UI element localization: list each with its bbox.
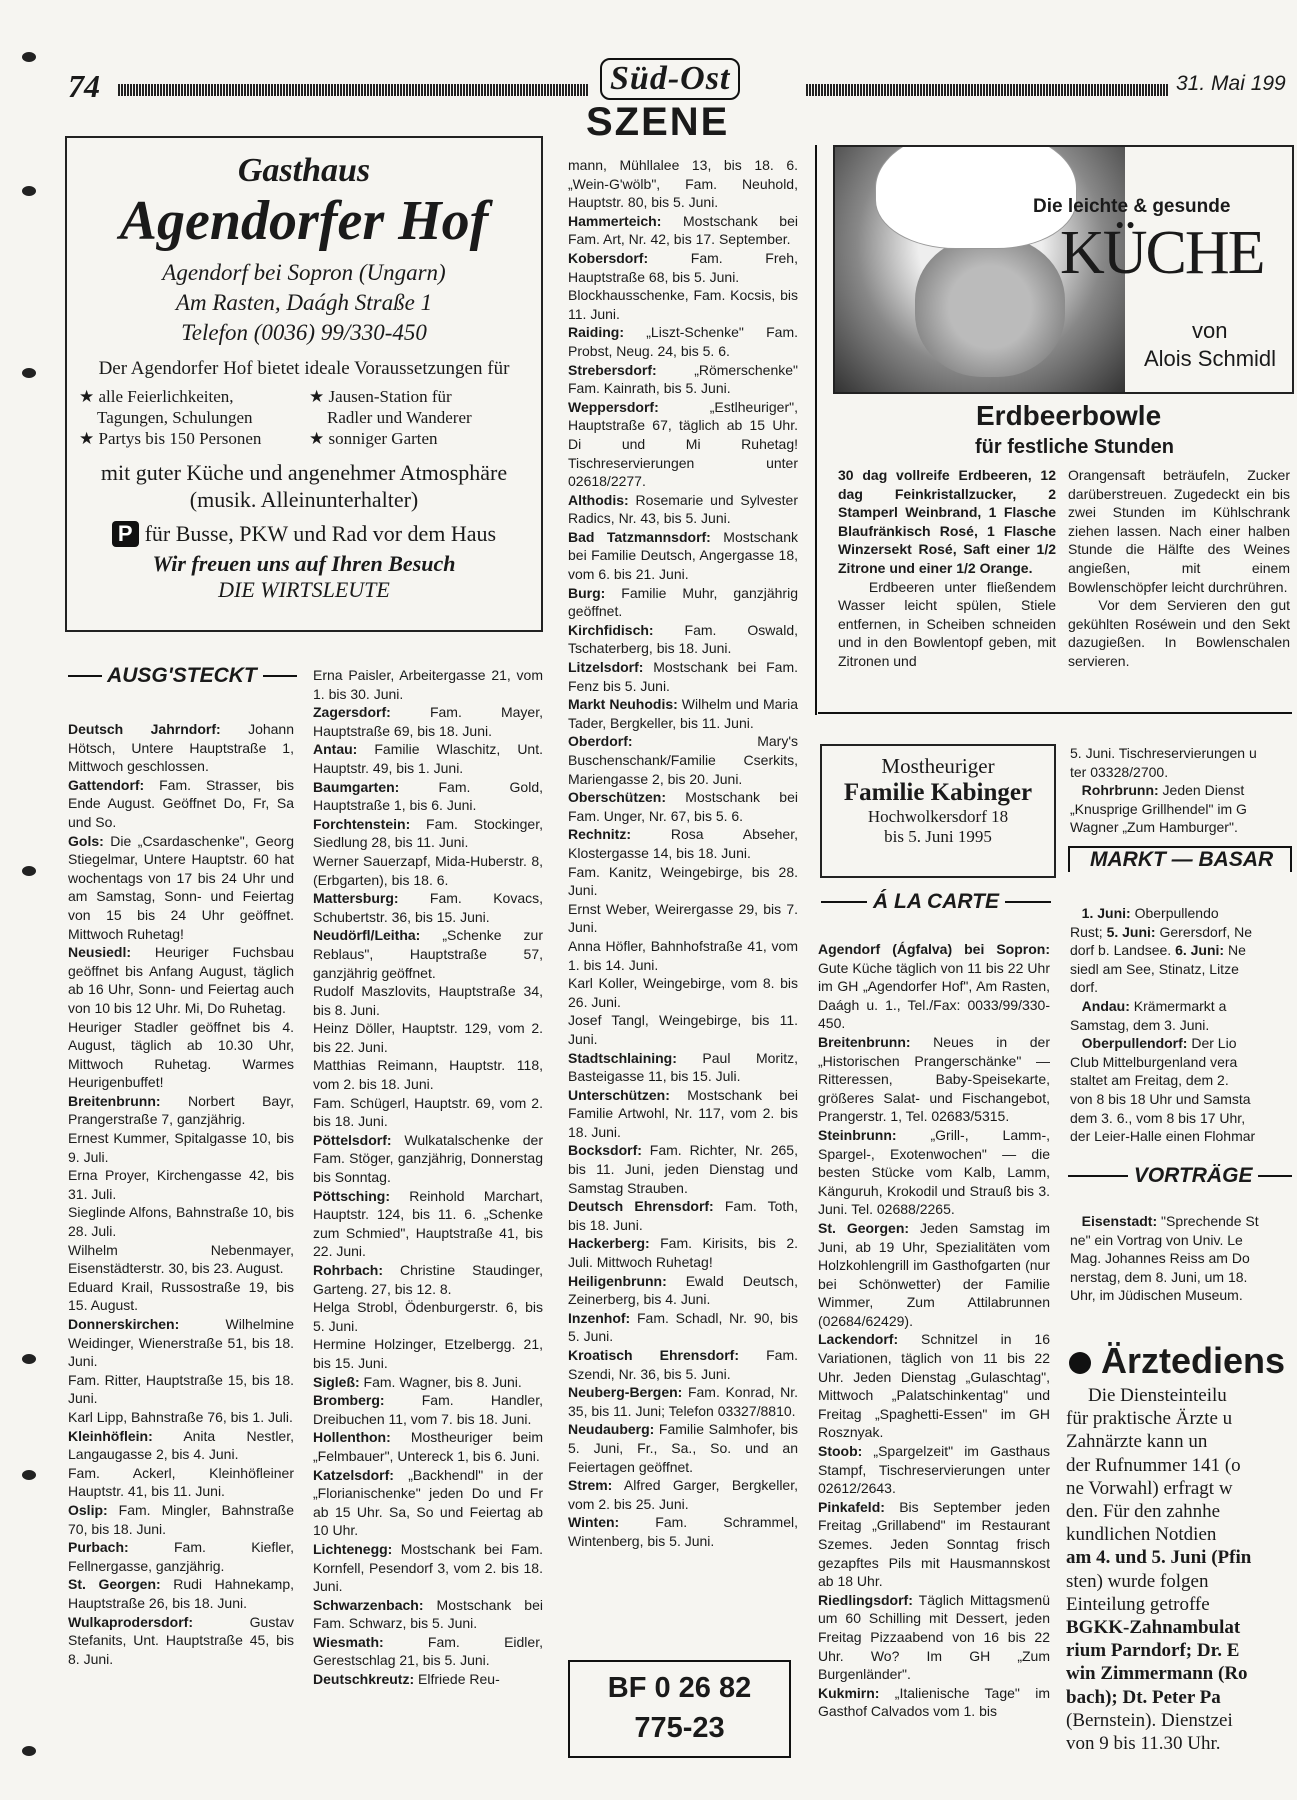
ad-feature: Tagungen, Schulungen (97, 408, 253, 427)
ad-parking-text: für Busse, PKW und Rad vor dem Haus (144, 521, 497, 546)
text-line: bach); Dt. Peter Pa (1066, 1686, 1221, 1708)
column-4: Agendorf (Ágfalva) bei Sopron: Gute Küche täglich von 11 bis 22 Uhr im GH „Agendorfer Hof", Am Rasten, Daágh u. 1., Tel./Fax: 0033/99/330-450. Breitenbrunn: Neues in der „Historischen Prangerschänke" — Ritteressen, Baby-Speisekarte, größeres Salat- und Fischangebot, Prangerstr. 1, Tel. 02683/5315. Steinbrunn: „Grill-, Lamm-, Spargel-, Exotenwochen" — die besten Stücke vom Kalb, Lamm, Känguruh, Krokodil und Strauß bis 3. Juni. Tel. 02688/2265. St. Georgen: Jeden Samstag im Juni, ab 19 Uhr, Spezialitäten vom Holzkohlengrill im Gasthofgarten (nur bei Schönwetter) der Familie Wimmer, Zum Attilabrunnen (02684/62429). Lackendorf: Schnitzel in 16 Variationen, täglich von 11 bis 22 Uhr. Jeden Dienstag „Gulaschtag", Mittwoch „Palatschinkentag" und Freitag „Spaghetti-Essen" im GH Rosznyak. Stoob: „Spargelzeit" im Gasthaus Stampf, Tischreservierungen unter 02612/2643. Pinkafeld: Bis September jeden Freitag „Grillabend" im Restaurant Szemes. Jeden Sonntag frisch gezapftes Pils mit Hausmannskost ab 18 Uhr. Riedlingsdorf: Täglich Mittagsmenü um 60 Schilling mit Dessert, jeden Freitag Pizzaabend von 16 bis 22 Uhr. Wo? Im GH „Zum Burgenländer". Kukmirn: „Italienische Tage" im Gasthof Calvados vom 1. bis (818, 941, 1050, 1720)
column-5-vortraege: Eisenstadt: "Sprechende St ne" ein Vortrag von Univ. Le Mag. Johannes Reiss am Do nerstag, dem 8. Juni, um 18. Uhr, im Jüdischen Museum. (1070, 1213, 1259, 1304)
recipe-ingredients: 30 dag vollreife Erdbeeren, 12 dag Feinkristallzucker, 2 Stamperl Weinbrand, 1 Flasche Blaufränkisch Rosé, 1 Flasche Winzersekt Rosé, Saft einer 1/2 Zitrone und einer 1/2 Orange. Erdbeeren unter fließendem Wasser leicht spülen, Stiele entfernen, in Scheiben schneiden und in den Bowlentopf geben, mit Zitronen und (838, 467, 1056, 669)
ad-phone: Telefon (0036) 99/330-450 (181, 320, 427, 345)
parking-icon: P (112, 521, 139, 547)
page-number: 74 (68, 68, 100, 104)
ad-most-line: bis 5. Juni 1995 (884, 827, 992, 846)
binder-hole (22, 368, 36, 378)
ad-parking (67, 521, 541, 547)
text-line: Einteilung getroffe (1066, 1593, 1210, 1615)
recipe-title: Erdbeerbowle (976, 400, 1162, 431)
code-line: 775-23 (634, 1712, 725, 1744)
ad-welcome: Wir freuen uns auf Ihren Besuch (152, 551, 456, 576)
text-line: für praktische Ärzte u (1066, 1408, 1233, 1430)
column-3: mann, Mühllalee 13, bis 18. 6. „Wein-G'wölb", Fam. Neuhold, Hauptstr. 80, bis 5. Juni. Hammerteich: Mostschank bei Fam. Art, Nr. 42, bis 17. September. Kobersdorf: Fam. Freh, Hauptstraße 68, bis 5. Juni. Blockhausschenke, Fam. Kocsis, bis 11. Juni. Raiding: „Liszt-Schenke" Fam. Probst, Neug. 24, bis 5. 6. Strebersdorf: „Römerschenke" Fam. Kainrath, bis 5. Juni. Weppersdorf: „Estlheuriger", Hauptstraße 67, täglich ab 15 Uhr. Di und Mi Ruhetag! Tischreservierungen unter 02618/2277. Althodis: Rosemarie und Sylvester Radics, Nr. 43, bis 5. Juni. Bad Tatzmannsdorf: Mostschank bei Familie Deutsch, Angergasse 18, vom 6. bis 21. Juni. Burg: Familie Muhr, ganzjährig geöffnet. Kirchfidisch: Fam. Oswald, Tschaterberg, bis 18. Juni. Litzelsdorf: Mostschank bei Fam. Fenz bis 5. Juni. Markt Neuhodis: Wilhelm und Maria Tader, Bergkeller, bis 11. Juni. Oberdorf: Mary's Buschenschank/Familie Cserkits, Mariengasse 2, bis 20. Juni. Oberschützen: Mostschank bei Fam. Unger, Nr. 67, bis 5. 6. Rechnitz: Rosa Abseher, Klostergasse 14, bis 18. Juni. Fam. Kanitz, Weingebirge, bis 28. Juni. Ernst Weber, Weirergasse 29, bis 7. Juni. Anna Höfler, Bahnhofstraße 41, vom 1. bis 14. Juni. Karl Koller, Weingebirge, vom 8. bis 26. Juni. Josef Tangl, Weingebirge, bis 11. Juni. Stadtschlaining: Paul Moritz, Basteigasse 11, bis 15. Juli. Unterschützen: Mostschank bei Familie Artwohl, Nr. 117, vom 2. bis 18. Juni. Bocksdorf: Fam. Richter, Nr. 265, bis 11. Juni, jeden Dienstag und Samstag Strauben. Deutsch Ehrensdorf: Fam. Toth, bis 18. Juni. Hackerberg: Fam. Kirisits, bis 2. Juli. Mittwoch Ruhetag! Heiligenbrunn: Ewald Deutsch, Zeinerberg, bis 4. Juni. Inzenhof: Fam. Schadl, Nr. 90, bis 5. Juni. Kroatisch Ehrensdorf: Fam. Szendi, Nr. 36, bis 5. Juni. Neuberg-Bergen: Fam. Konrad, Nr. 35, bis 11. Juni; Telefon 03327/8810. Neudauberg: Familie Salmhofer, bis 5. Juni, Fr., Sa., So. und an Feiertagen geöffnet. Strem: Alfred Garger, Bergkeller, vom 2. bis 25. Juni. Winten: Fam. Schrammel, Wintenberg, bis 5. Juni. (568, 157, 798, 1549)
rule (68, 675, 102, 677)
header-rule-right (806, 84, 1168, 96)
aerztedienst-heading: Ärztediens (1101, 1340, 1286, 1381)
ad-agendorfer-hof (65, 136, 543, 632)
ad-features (79, 386, 541, 449)
ad-feature: ★ sonniger Garten (309, 429, 438, 448)
chef-title-big: KÜCHE (1060, 219, 1264, 287)
binder-hole (22, 1470, 36, 1480)
text-line: win Zimmermann (Ro (1066, 1663, 1248, 1685)
ad-most-name: Familie Kabinger (843, 779, 1033, 806)
text-line: den. Für den zahnhe (1066, 1501, 1221, 1523)
text-line: am 4. und 5. Juni (Pfin (1066, 1547, 1252, 1569)
text-line: ne Vorwahl) erfragt w (1066, 1477, 1233, 1499)
section-ausgsteckt (68, 664, 294, 688)
logo-sued-ost: Süd-Ost (600, 58, 740, 100)
ad-name: Agendorfer Hof (119, 190, 489, 252)
recipe-subtitle: für festliche Stunden (975, 436, 1174, 458)
ad-kind: Gasthaus (237, 152, 371, 189)
section-title: AUSG'STECKT (107, 664, 257, 687)
ad-feature: ★ Partys bis 150 Personen (79, 429, 262, 448)
section-title: MARKT — BASAR (1090, 848, 1274, 871)
recipe-border-left (815, 145, 817, 715)
text-line: kundlichen Notdien (1066, 1524, 1217, 1546)
rule (821, 901, 867, 903)
ad-address-line: Am Rasten, Daágh Straße 1 (175, 290, 433, 315)
chef-author: Alois Schmidl (1144, 346, 1277, 371)
chef-face (915, 237, 1065, 377)
binder-hole (22, 1746, 36, 1756)
binder-hole (22, 186, 36, 196)
text-line: Die Diensteinteilu (1088, 1385, 1227, 1406)
ad-mostheuriger (820, 744, 1056, 878)
section-markt-basar (1068, 846, 1292, 872)
binder-hole (22, 52, 36, 62)
section-vortraege (1068, 1164, 1292, 1188)
text-line: sten) wurde folgen (1066, 1570, 1209, 1592)
ad-kitchen-line: mit guter Küche und angenehmer Atmosphäre (100, 460, 508, 485)
code-box (568, 1660, 791, 1758)
ad-feature: ★ alle Feierlichkeiten, (79, 387, 234, 406)
column-1: Deutsch Jahrndorf: Johann Hötsch, Untere Hauptstraße 1, Mittwoch geschlossen. Gattendorf: Fam. Strasser, bis Ende August. Geöffnet Do, Fr, Sa und So. Gols: Die „Csardaschenke", Georg Stiegelmar, Untere Hauptstr. 60 hat wochentags von 17 bis 24 Uhr und am Samstag, Sonn- und Feiertag von 15 bis 24 Uhr geöffnet. Mittwoch Ruhetag! Neusiedl: Heuriger Fuchsbau geöffnet bis Anfang August, täglich ab 16 Uhr, Sonn- und Feiertag auch von 10 bis 12 Uhr. Mi, Do Ruhetag. Heuriger Stadler geöffnet bis 4. August, täglich ab 10.30 Uhr, Mittwoch Ruhetag. Warmes Heurigenbuffet! Breitenbrunn: Norbert Bayr, Prangerstraße 7, ganzjährig. Ernest Kummer, Spitalgasse 10, bis 9. Juli. Erna Proyer, Kirchengasse 42, bis 31. Juli. Sieglinde Alfons, Bahnstraße 10, bis 28. Juli. Wilhelm Nebenmayer, Eisenstädterstr. 30, bis 23. August. Eduard Krail, Russostraße 19, bis 15. August. Donnerskirchen: Wilhelmine Weidinger, Wienerstraße 51, bis 18. Juni. Fam. Ritter, Hauptstraße 15, bis 18. Juni. Karl Lipp, Bahnstraße 76, bis 1. Juli. Kleinhöflein: Anita Nestler, Langaugasse 2, bis 4. Juni. Fam. Ackerl, Kleinhöfleiner Hauptstr. 41, bis 11. Juni. Oslip: Fam. Mingler, Bahnstraße 70, bis 18. Juni. Purbach: Fam. Kiefler, Fellnergasse, ganzjährig. St. Georgen: Rudi Hahnekamp, Hauptstraße 26, bis 18. Juni. Wulkaprodersdorf: Gustav Stefanits, Unt. Hauptstraße 45, bis 8. Juni. (68, 721, 294, 1667)
aerztedienst-title (1069, 1340, 1285, 1382)
column-2: Erna Paisler, Arbeitergasse 21, vom 1. bis 30. Juni. Zagersdorf: Fam. Mayer, Hauptstraße 69, bis 18. Juni. Antau: Familie Wlaschitz, Unt. Hauptstr. 49, bis 1. Juni. Baumgarten: Fam. Gold, Hauptstraße 1, bis 6. Juni. Forchtenstein: Fam. Stockinger, Siedlung 28, bis 11. Juni. Werner Sauerzapf, Mida-Huberstr. 8, (Erbgarten), bis 18. 6. Mattersburg: Fam. Kovacs, Schubertstr. 36, bis 15. Juni. Neudörfl/Leitha: „Schenke zur Reblaus", Hauptstraße 57, ganzjährig geöffnet. Rudolf Maszlovits, Hauptstraße 34, bis 8. Juni. Heinz Döller, Hauptstr. 129, vom 2. bis 22. Juni. Matthias Reimann, Hauptstr. 118, vom 2. bis 18. Juni. Fam. Schügerl, Hauptstr. 69, vom 2. bis 18. Juni. Pöttelsdorf: Wulkatalschenke der Fam. Stöger, ganzjährig, Donnerstag bis Sonntag. Pöttsching: Reinhold Marchart, Hauptstr. 124, bis 11. 6. „Schenke zum Schmied", Hauptstraße 41, bis 22. Juni. Rohrbach: Christine Staudinger, Garteng. 27, bis 12. 8. Helga Strobl, Ödenburgerstr. 6, bis 5. Juni. Hermine Holzinger, Etzelbergg. 21, bis 15. Juni. Sigleß: Fam. Wagner, bis 8. Juni. Bromberg: Fam. Handler, Dreibuchen 11, vom 7. bis 18. Juni. Hollenthon: Mostheuriger beim „Felmbauer", Untereck 1, bis 6. Juni. Katzelsdorf: „Backhendl" in der „Florianischenke" jeden Do und Fr ab 15 Uhr. Sa, So und Feiertag ab 10 Uhr. Lichtenegg: Mostschank bei Fam. Kornfell, Pesendorf 3, vom 2. bis 18. Juni. Schwarzenbach: Mostschank bei Fam. Schwarz, bis 5. Juni. Wiesmath: Fam. Eidler, Gerestschlag 21, bis 5. Juni. Deutschkreutz: Elfriede Reu- (313, 667, 543, 1688)
text-line: Zahnärzte kann un (1066, 1431, 1208, 1453)
section-a-la-carte (818, 890, 1054, 914)
ad-feature: ★ Jausen-Station für (309, 387, 452, 406)
code-line: BF 0 26 82 (607, 1672, 752, 1704)
logo-szene: SZENE (586, 100, 730, 144)
ad-most-line: Hochwolkersdorf 18 (867, 807, 1009, 826)
ad-signature: DIE WIRTSLEUTE (218, 577, 390, 602)
text-line: (Bernstein). Dienstzei (1066, 1709, 1233, 1731)
text-line: von 9 bis 11.30 Uhr. (1066, 1733, 1221, 1755)
text-line: BGKK-Zahnambulat (1066, 1617, 1241, 1639)
issue-date: 31. Mai 199 (1176, 72, 1286, 95)
column-5: 5. Juni. Tischreservierungen u ter 03328/2700. Rohrbrunn: Jeden Dienst „Knusprige Grillhendel" im G Wagner „Zum Hamburger". (1070, 745, 1257, 836)
recipe-border-bottom (818, 712, 1292, 714)
section-title: VORTRÄGE (1133, 1164, 1253, 1187)
chef-von: von (1192, 318, 1228, 343)
rule (1068, 1175, 1128, 1177)
text-line: der Rufnummer 141 (o (1066, 1454, 1241, 1476)
ad-feature: Radler und Wanderer (327, 408, 472, 427)
rule (1258, 1175, 1292, 1177)
ad-kitchen (67, 459, 541, 513)
column-5-markt: 1. Juni: Oberpullendo Rust; 5. Juni: Gerersdorf, Ne dorf b. Landsee. 6. Juni: Ne siedl am See, Stinatz, Litze dorf. Andau: Krämermarkt a Samstag, dem 3. Juni. Oberpullendorf: Der Lio Club Mittelburgenland vera staltet am Freitag, dem 2. von 8 bis 18 Uhr und Samsta dem 3. 6., vom 8 bis 17 Uhr, der Leier-Halle einen Flohmar (1070, 905, 1256, 1145)
ad-address-line: Agendorf bei Sopron (Ungarn) (162, 260, 446, 285)
binder-hole (22, 1354, 36, 1364)
chef-title-small: Die leichte & gesunde (1033, 196, 1231, 217)
section-title: Á LA CARTE (873, 890, 999, 913)
ad-kitchen-line: (musik. Alleinunterhalter) (189, 487, 419, 512)
binder-hole (22, 866, 36, 876)
ad-address (67, 258, 541, 348)
ad-most-line: Mostheuriger (881, 754, 995, 778)
ad-intro: Der Agendorfer Hof bietet ideale Voraussetzungen für (98, 358, 510, 379)
text-line: rium Parndorf; Dr. E (1066, 1640, 1240, 1662)
rule (263, 675, 297, 677)
recipe-method: Orangensaft beträufeln, Zucker darüberstreuen. Zugedeckt ein bis zwei Stunden im Kühlschrank ziehen lassen. Nach einer halben Stunde die Hälfte des Weines angießen, mit einem Bowlenschöpfer leicht durchrühren. Vor dem Servieren den gut gekühlten Roséwein und den Sekt dazugießen. In Bowlenschalen servieren. (1068, 467, 1290, 669)
bullet-icon (1069, 1352, 1091, 1374)
rule (1005, 901, 1051, 903)
aerztedienst-text (1066, 1384, 1291, 1755)
header-rule-left (118, 84, 588, 96)
